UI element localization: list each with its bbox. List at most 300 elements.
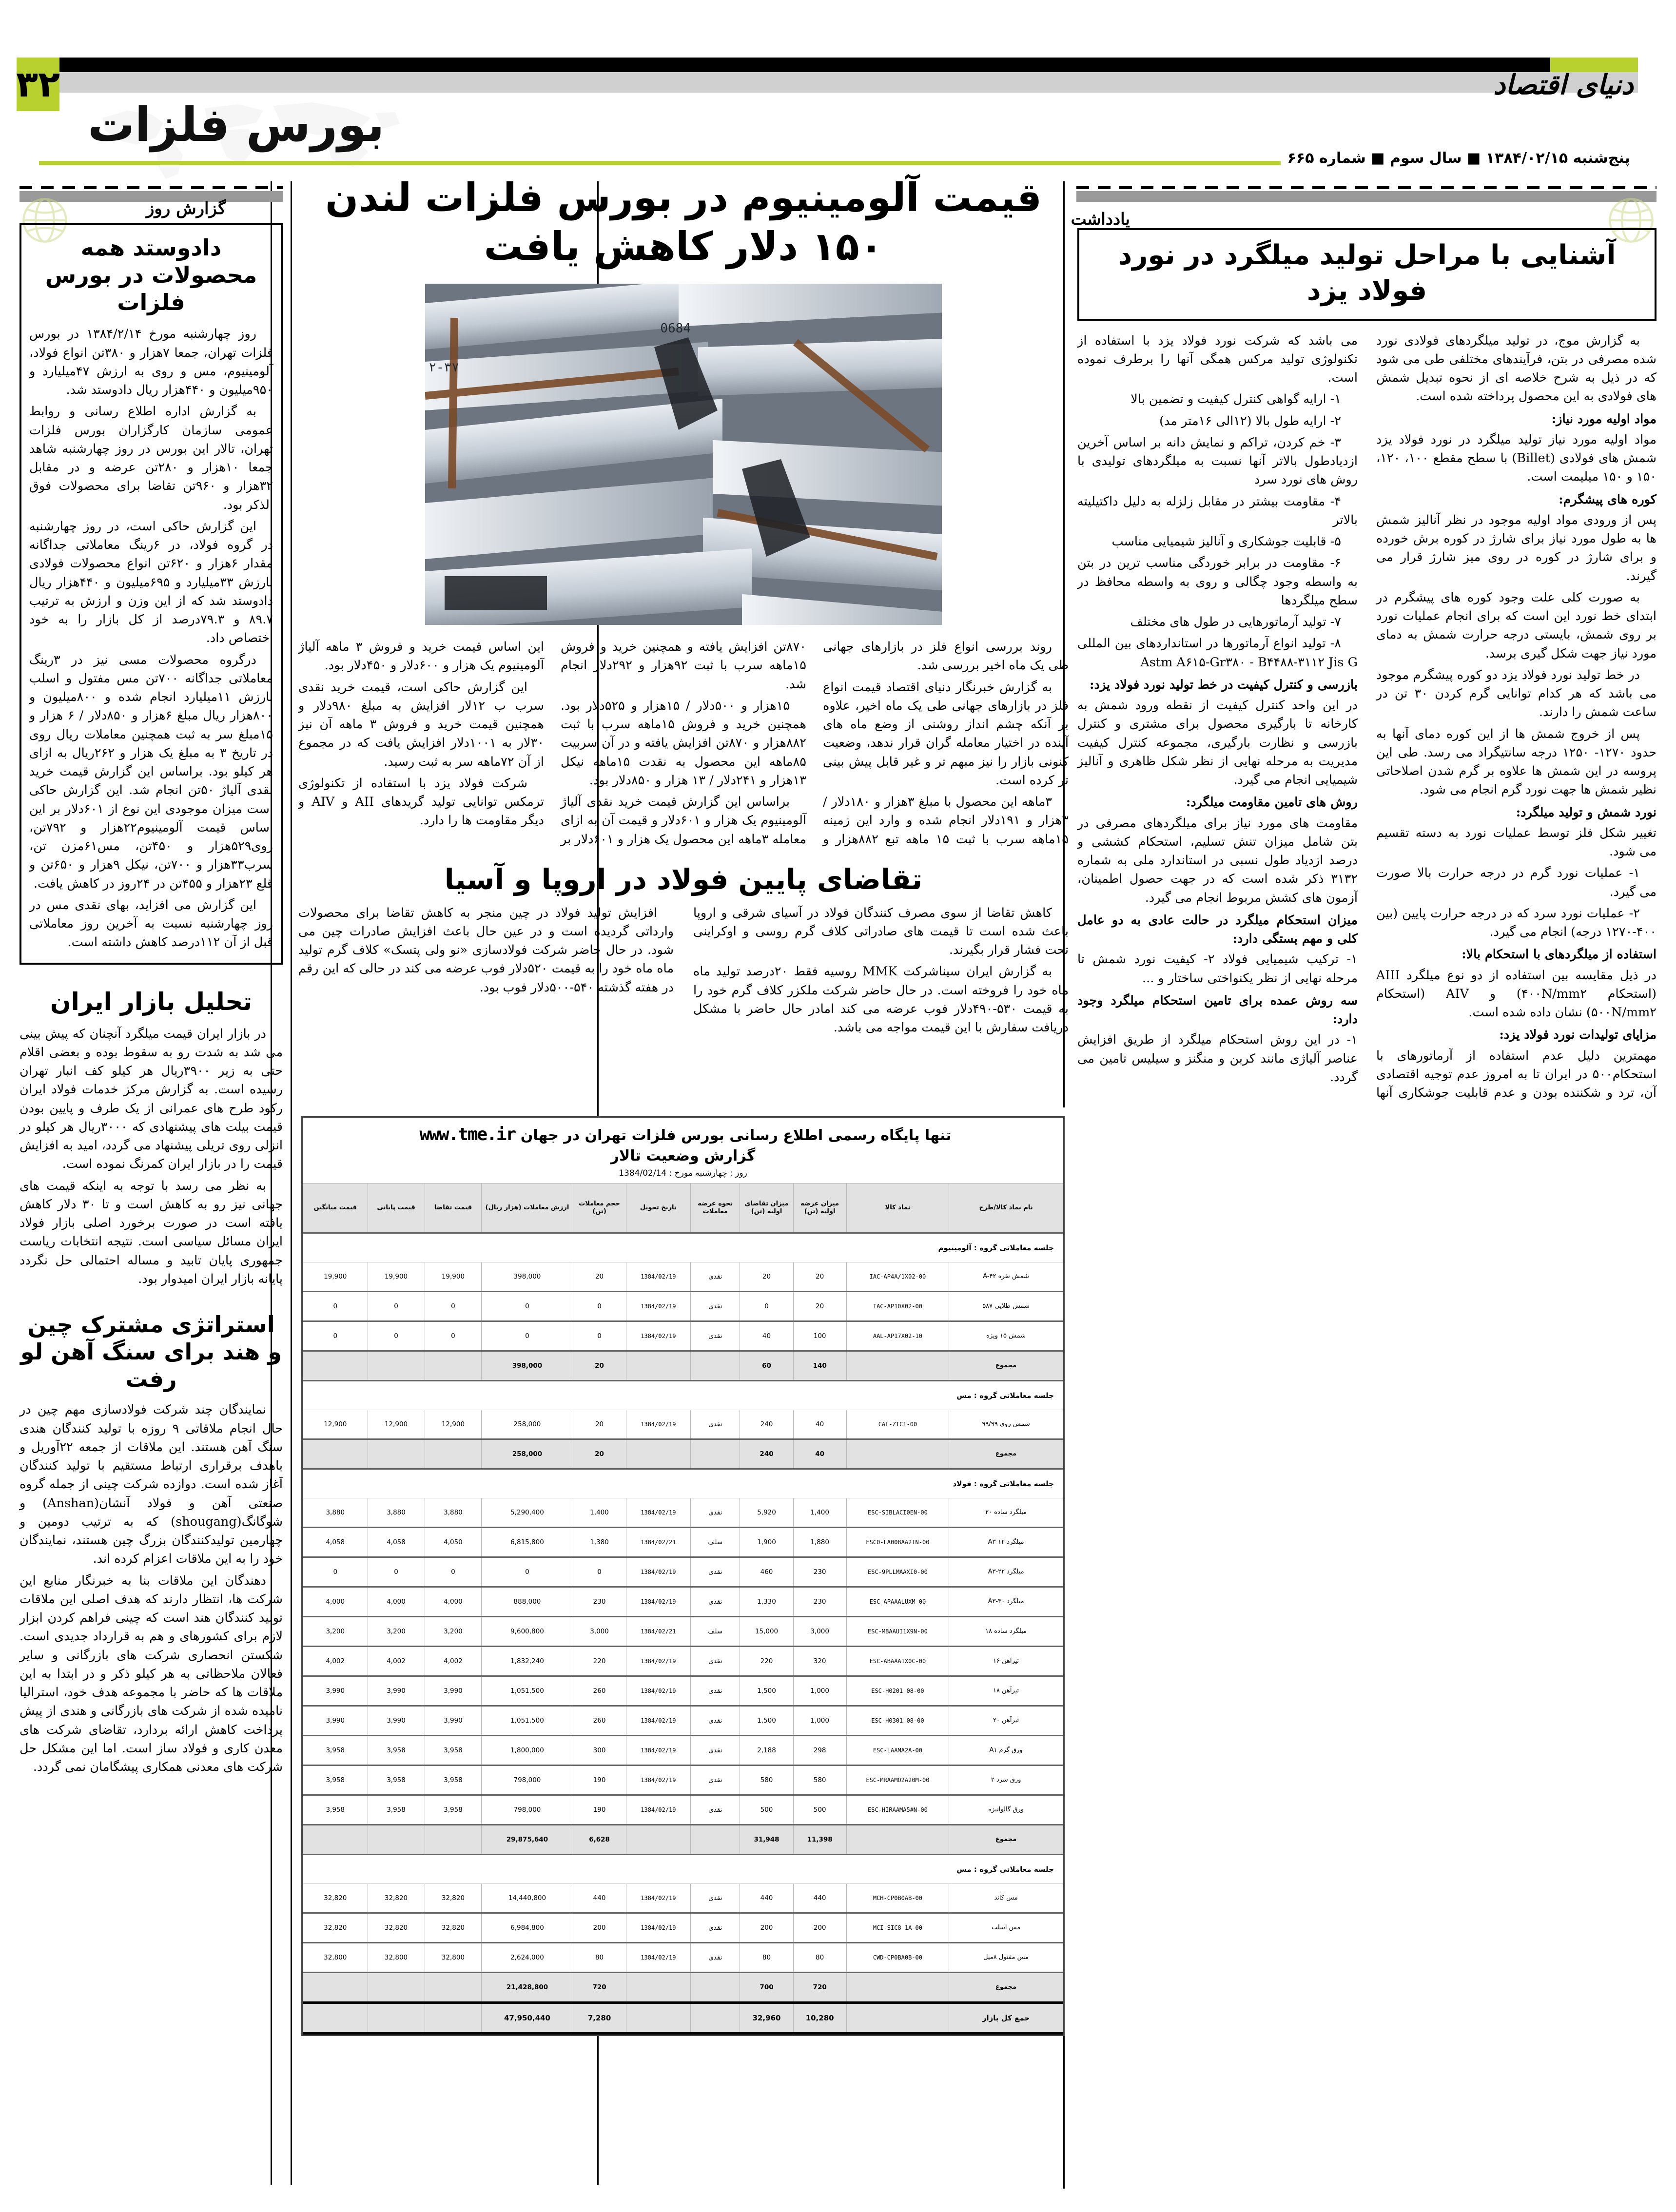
cell-price-final: 19,900 [368, 1262, 425, 1292]
cell-price-final: 3,880 [368, 1498, 425, 1528]
cell-symbol: ESC0-LA008AA2IN-00 [846, 1528, 949, 1557]
subbody: تغییر شکل فلز توسط عملیات نورد به دسته تقسیم می شود. [1376, 825, 1657, 859]
cell-name: شمش روی ۹۹/۹۹ [949, 1410, 1063, 1439]
cell-price-req: 3,880 [425, 1498, 482, 1528]
cell-offer: 1,000 [793, 1676, 846, 1706]
summary-p1 [425, 1825, 482, 1855]
subsection [1077, 676, 1358, 790]
cell-offer: 1,000 [793, 1706, 846, 1736]
summary-p3 [303, 1973, 368, 2003]
exchange-report-table [301, 1116, 1065, 2036]
cell-symbol: IAC-AP4A/1X02-00 [846, 1262, 949, 1292]
cell-date: 1384/02/19 [626, 1676, 691, 1706]
cell-demand: 240 [740, 1410, 793, 1439]
table-row [303, 1676, 1063, 1706]
cell-value: 1,832,240 [482, 1647, 573, 1676]
cell-price-req: 3,990 [425, 1706, 482, 1736]
cell-volume: 1,400 [573, 1498, 626, 1528]
cell-value: 9,600,800 [482, 1617, 573, 1647]
cell-name: میلگرد ساده ۱۸ [949, 1617, 1063, 1647]
para: پس از خروج شمش ها از این کوره دمای آنها به حدود ۱۲۷۰- ۱۲۵۰ درجه سانتیگراد می رسد. طی این پروسه در این شمش ها علاوه بر گرم شدن اصلاحاتی نظیر شمش ها جهت نورد گرم انجام می شود. [1376, 726, 1657, 797]
cell-price-req: 3,958 [425, 1736, 482, 1766]
sub-article-body [298, 904, 1069, 1037]
cell-price-req: 3,958 [425, 1795, 482, 1825]
left-column [19, 181, 283, 1779]
cell-price-avg: 0 [303, 1557, 368, 1587]
middle-column [298, 174, 1069, 1037]
summary-date [626, 1351, 691, 1381]
cell-price-final: 3,990 [368, 1706, 425, 1736]
subhead: مزایای تولیدات نورد فولاد یزد: [1499, 1028, 1657, 1043]
cell-price-req: 32,800 [425, 1943, 482, 1973]
table-row [303, 1292, 1063, 1321]
cell-price-final: 4,058 [368, 1528, 425, 1557]
summary-demand: 31,948 [740, 1825, 793, 1855]
cell-price-final: 0 [368, 1557, 425, 1587]
th-price-final: قیمت پایانی [368, 1184, 425, 1233]
summary-volume: 6,628 [573, 1825, 626, 1855]
th-price-req: قیمت تقاضا [425, 1184, 482, 1233]
cell-name: شمش طلایی ۵۸۷ [949, 1292, 1063, 1321]
cell-name: ورق گالوانیزه [949, 1795, 1063, 1825]
cell-price-req: 3,990 [425, 1676, 482, 1706]
subbody: در این واحد کنترل کیفیت از نقطه ورود شمش به کارخانه تا بارگیری محصول برای مشتری و کنترل بازرسی و نظارت بارگیری، مجموعه کنترل کیفیت مدیریت به مرحله نهایی از نظر شکل ظاهری و آنالیز شیمیایی انجام می گیرد. [1077, 698, 1358, 788]
table-subtitle: گزارش وضعیت تالار [610, 1147, 756, 1164]
para: به نظر می رسد با توجه به اینکه قیمت های جهانی نیز رو به کاهش است و تا ۳۰ دلار کاهش یافته است در صورت برخورد اصلی بازار فولاد ایران مسائل سیاسی است. نتیجه انتخابات ریاست جمهوری پایان تابید و مساله احتمالی حل نگردد پایانه بازار ایران امیدوار بود. [19, 1178, 283, 1286]
cell-type: نقدی [691, 1884, 740, 1913]
main-article-body [298, 638, 1069, 849]
cell-volume: 200 [573, 1913, 626, 1943]
para: روند بررسی انواع فلز در بازارهای جهانی طی یک ماه اخیر بررسی شد. [823, 640, 1069, 673]
cell-name: شمش ۱۵ ویژه [949, 1321, 1063, 1351]
kicker-gozaresh-rooz: گزارش روز [146, 199, 226, 218]
cell-name: مس کاتد [949, 1884, 1063, 1913]
cell-offer: 200 [793, 1913, 846, 1943]
table-url[interactable]: www.tme.ir [419, 1125, 516, 1145]
para: کاهش تقاضا از سوی مصرف کنندگان فولاد در آسیای شرقی و اروپا باعث شده است تا قیمت های صادراتی کلاف گرم روسی و اوکراینی تحت فشار قرار بگیرند. [693, 905, 1069, 957]
cell-type: نقدی [691, 1706, 740, 1736]
list-item: ۳- خم کردن، تراکم و نمایش دانه بر اساس آخرین ازدیادطول بالاتر آنها نسبت به میلگردهای تولیدی با روش های نورد سرد [1077, 435, 1358, 487]
cell-price-final: 3,958 [368, 1766, 425, 1795]
para: به گزارش موج، در تولید میلگردهای فولادی نورد شده مصرفی در بتن، فرآیندهای مختلفی طی می شود که در ذیل به شرح خلاصه ای از نحوه تبدیل شمش های فولادی به این محصول پرداخته شده است. [1376, 333, 1657, 404]
summary-symbol [846, 1973, 949, 2003]
cell-type: نقدی [691, 1410, 740, 1439]
th-symbol: نماد کالا [846, 1184, 949, 1233]
subbody: مواد اولیه مورد نیاز تولید میلگرد در نورد فولاد یزد شمش های فولادی (Billet) با سطح مقطع ۱۰۰، ۱۲۰، ۱۵۰ و ۱۵۰ میلیمت است. [1376, 432, 1657, 485]
summary-demand: 700 [740, 1973, 793, 2003]
cell-name: شمش نقره A-۴۲ [949, 1262, 1063, 1292]
group-label: جلسه معاملاتی گروه : فولاد [303, 1469, 1063, 1498]
cell-date: 1384/02/19 [626, 1410, 691, 1439]
subsection [1376, 410, 1657, 486]
cell-price-req: 4,000 [425, 1587, 482, 1617]
summary-symbol [846, 1439, 949, 1469]
cell-type: سلف [691, 1617, 740, 1647]
cell-price-avg: 32,800 [303, 1943, 368, 1973]
cell-demand: 440 [740, 1884, 793, 1913]
cell-type: نقدی [691, 1262, 740, 1292]
summary-p1 [425, 1439, 482, 1469]
para: براساس این گزارش قیمت خرید نقدی آلیاژ آلومینیوم یک هزار و ۶۰۱دلار و قیمت آن به ازای معامله ۳ماهه این محصول یک هزار و ۶۰۱دلار بر این اساس قیمت خرید و فروش ۳ ماهه آلیاژ آلومینیوم یک هزار و ۶۰۰دلار و ۴۵۰دلار بود. [298, 640, 806, 847]
cell-price-avg: 3,958 [303, 1795, 368, 1825]
cell-value: 0 [482, 1321, 573, 1351]
subsection [1376, 945, 1657, 1022]
cell-price-req: 0 [425, 1321, 482, 1351]
cell-type: نقدی [691, 1587, 740, 1617]
kicker-yaddasht: یادداشت [1071, 210, 1130, 229]
cell-price-final: 4,002 [368, 1647, 425, 1676]
cell-demand: 1,500 [740, 1676, 793, 1706]
cell-value: 2,624,000 [482, 1943, 573, 1973]
table-row [303, 1884, 1063, 1913]
cell-value: 1,051,500 [482, 1706, 573, 1736]
cell-date: 1384/02/19 [626, 1262, 691, 1292]
cell-offer: 580 [793, 1766, 846, 1795]
subbody: ۱- در این روش استحکام میلگرد از طریق افزایش عناصر آلیاژی مانند کربن و منگنز و سیلیس تامین می گردد. [1077, 1032, 1358, 1085]
cell-date: 1384/02/19 [626, 1736, 691, 1766]
cell-value: 888,000 [482, 1587, 573, 1617]
cell-name: میلگرد A۳-۲۲ [949, 1557, 1063, 1587]
cell-date: 1384/02/21 [626, 1617, 691, 1647]
table-row [303, 1262, 1063, 1292]
black-band [38, 58, 1638, 72]
cell-price-req: 4,050 [425, 1528, 482, 1557]
cell-volume: 230 [573, 1587, 626, 1617]
subhead: نورد شمش و تولید میلگرد: [1516, 805, 1657, 820]
cell-price-final: 3,990 [368, 1676, 425, 1706]
cell-volume: 3,000 [573, 1617, 626, 1647]
issue-info: پنج‌شنبه ۱۳۸۴/۰۲/۱۵ ■ سال سوم ■ شماره ۶۶۵ [1281, 147, 1637, 169]
section-title: بورس فلزات [88, 97, 385, 152]
svg-text:0684: 0684 [660, 321, 691, 336]
cell-value: 798,000 [482, 1795, 573, 1825]
summary-value: 21,428,800 [482, 1973, 573, 2003]
cell-date: 1384/02/19 [626, 1647, 691, 1676]
table-row [303, 1766, 1063, 1795]
yaddasht-body [1077, 331, 1657, 1103]
cell-symbol: ESC-HIRAAMA5#N-00 [846, 1795, 949, 1825]
cell-symbol: MCH-CP0B0AB-00 [846, 1884, 949, 1913]
grey-band [38, 72, 1638, 93]
cell-offer: 500 [793, 1795, 846, 1825]
para: ۱- عملیات نورد گرم در درجه حرارت بالا صورت می گیرد. [1376, 866, 1657, 899]
cell-volume: 0 [573, 1292, 626, 1321]
cell-demand: 1,500 [740, 1706, 793, 1736]
cell-symbol: CWD-CP0BA0B-00 [846, 1943, 949, 1973]
table-group-row [303, 1381, 1063, 1410]
cell-demand: 460 [740, 1557, 793, 1587]
paper-masthead: دنیای اقتصاد [1493, 69, 1634, 101]
cell-volume: 300 [573, 1736, 626, 1766]
summary-type [691, 1439, 740, 1469]
cell-name: مس مفتول ۸میل [949, 1943, 1063, 1973]
para: ۲- عملیات نورد سرد که در درجه حرارت پایین (بین ۴۰۰-۱۲۷۰ درجه) انجام می گیرد. [1376, 906, 1657, 940]
cell-price-avg: 4,058 [303, 1528, 368, 1557]
cell-price-avg: 3,990 [303, 1706, 368, 1736]
cell-symbol: MCI-SIC8 1A-00 [846, 1913, 949, 1943]
summary-p2 [368, 1825, 425, 1855]
cell-demand: 5,920 [740, 1498, 793, 1528]
cell-price-avg: 3,958 [303, 1766, 368, 1795]
article-1-headline: دادوستد همه محصولات در بورس فلزات [45, 234, 257, 316]
summary-p2 [368, 1351, 425, 1381]
table-row [303, 1587, 1063, 1617]
table-row [303, 1736, 1063, 1766]
cell-volume: 0 [573, 1557, 626, 1587]
cell-name: مس اسلب [949, 1913, 1063, 1943]
th-volume: حجم معاملات (تن) [573, 1184, 626, 1233]
table-row [303, 1913, 1063, 1943]
cell-volume: 220 [573, 1647, 626, 1676]
total-date [626, 2003, 691, 2034]
subsection [1376, 490, 1657, 585]
cell-offer: 230 [793, 1587, 846, 1617]
total-p2 [368, 2003, 425, 2034]
cell-price-final: 3,200 [368, 1617, 425, 1647]
cell-offer: 3,000 [793, 1617, 846, 1647]
cell-date: 1384/02/19 [626, 1943, 691, 1973]
article-2-headline: تحلیل بازار ایران [50, 987, 253, 1016]
article-1-body [29, 325, 273, 951]
cell-date: 1384/02/19 [626, 1706, 691, 1736]
para: ۳ماهه این محصول با مبلغ ۳هزار و ۱۸۰دلار / ۳هزار و ۱۹۱دلار انجام شده و وارد این زمینه ۱۵ماهه سرب با ثبت ۱۵ ماهه تبع ۸۸۲هزار و ۸۷۰تن افزایش یافته و همچنین خرید و فروش ۱۵ماهه سرب با ثبت ۹۲هزار و ۲۹۲دلار انجام شد. [561, 640, 1069, 847]
table-group-summary [303, 1973, 1063, 2003]
cell-date: 1384/02/19 [626, 1913, 691, 1943]
summary-p3 [303, 1825, 368, 1855]
subsection [1077, 991, 1358, 1087]
cell-price-req: 32,820 [425, 1913, 482, 1943]
th-price-avg: قیمت میانگین [303, 1184, 368, 1233]
right-column [1077, 174, 1657, 1102]
article-2-body [19, 1025, 283, 1289]
total-demand: 32,960 [740, 2003, 793, 2034]
summary-offer: 11,398 [793, 1825, 846, 1855]
para: به صورت کلی علت وجود کوره های پیشگرم در ابتدای خط نورد این است که برای انجام عملیات نورد بر روی شمش، بایستی درجه حرارت شمش به دمای مورد نیاز جهت شکل گیری برسد. [1376, 590, 1657, 661]
table-header-row [303, 1184, 1063, 1233]
list-item: ۲- ارایه طول بالا (۱۲الی ۱۶متر مد) [1159, 413, 1341, 428]
cell-price-avg: 0 [303, 1321, 368, 1351]
subbody: پس از ورودی مواد اولیه موجود در نظر آنالیز شمش ها به طول مورد نیاز برای شارژ در کوره برش خورده و برای شارژ در کوره در روی میز شارژ قرار می گیرند. [1376, 512, 1657, 583]
table-grand-total [303, 2003, 1063, 2034]
table-group-summary [303, 1825, 1063, 1855]
cell-symbol: ESC-LAAMA2A-00 [846, 1736, 949, 1766]
cell-type: نقدی [691, 1676, 740, 1706]
summary-type [691, 1973, 740, 2003]
table-row [303, 1528, 1063, 1557]
cell-value: 0 [482, 1557, 573, 1587]
cell-offer: 1,400 [793, 1498, 846, 1528]
table-banner-text: تنها پایگاه رسمی اطلاع رسانی بورس فلزات تهران در جهان [520, 1127, 952, 1144]
summary-volume: 20 [573, 1351, 626, 1381]
top-band [0, 58, 1676, 93]
cell-name: تیرآهن ۲۰ [949, 1706, 1063, 1736]
cell-price-req: 32,820 [425, 1884, 482, 1913]
cell-volume: 440 [573, 1884, 626, 1913]
cell-price-final: 0 [368, 1292, 425, 1321]
summary-p3 [303, 1351, 368, 1381]
cell-price-req: 3,200 [425, 1617, 482, 1647]
summary-offer: 140 [793, 1351, 846, 1381]
cell-type: نقدی [691, 1498, 740, 1528]
cell-offer: 20 [793, 1292, 846, 1321]
cell-offer: 1,880 [793, 1528, 846, 1557]
th-offer: میزان عرضه اولیه (تن) [793, 1184, 846, 1233]
cell-demand: 580 [740, 1766, 793, 1795]
cell-type: سلف [691, 1528, 740, 1557]
cell-type: نقدی [691, 1647, 740, 1676]
cell-price-final: 32,820 [368, 1884, 425, 1913]
summary-date [626, 1825, 691, 1855]
cell-price-final: 32,820 [368, 1913, 425, 1943]
cell-name: میلگرد A۳-۱۲ [949, 1528, 1063, 1557]
para: در بازار ایران قیمت میلگرد آنچنان که پیش بینی می شد به شدت رو به سقوط بوده و بعضی اقلام حتی به زیر ۳۹۰۰ریال هر کیلو کف انبار تهران رسیده است. به گزارش مرکز خدمات فولاد ایران رکود طرح های عمرانی از یک طرف و پایین بودن قیمت بیلت های پیشنهادی که ۳۰۰۰ریال هر کیلو در انزلی روی تریلی پیشنهاد می گردد، امید به افزایش قیمت را در بازار ایران کمرنگ نموده است. [19, 1026, 283, 1172]
cell-date: 1384/02/19 [626, 1292, 691, 1321]
summary-p2 [368, 1973, 425, 2003]
cell-price-req: 0 [425, 1557, 482, 1587]
cell-symbol: AAL-AP17X02-10 [846, 1321, 949, 1351]
cell-demand: 220 [740, 1647, 793, 1676]
cell-price-req: 19,900 [425, 1262, 482, 1292]
table-group-row [303, 1469, 1063, 1498]
yaddasht-headline: آشنایی با مراحل تولید میلگرد در نورد فولاد یزد [1118, 239, 1616, 307]
cell-value: 1,051,500 [482, 1676, 573, 1706]
summary-label: مجموع [949, 1973, 1063, 2003]
para: دهندگان این ملاقات بنا به خبرنگار منابع این شرکت ها، انتظار دارند که هدف اصلی این ملاقات تولید کنندگان هند است که چینی فراهم کردن ابزار لازم برای کشورهای و هم به قرارداد جدیدی است. شکستن انحصاری شرکت های بازرگانی و سایر فعالان ملاحظاتی به هر کیلو ذکر و در ابتدا به این ملاقات ها که حاضر با مجموعه هدف خود، استرالیا نامیده شده از شرکت های بازرگانی و هندی از پیش پرداخت کاهش ارائه بردارد، تقاضای شرکت های معدن کاری و فولاد ساز است. اما این مشکل حل شرکت های معدنی همکاری پیشگامان نمی گردد. [19, 1573, 283, 1775]
th-value: ارزش معاملات (هزار ریال) [482, 1184, 573, 1233]
cell-name: میلگرد ساده ۲۰ [949, 1498, 1063, 1528]
cell-price-final: 0 [368, 1321, 425, 1351]
table-group-row [303, 1233, 1063, 1262]
list-item: ۴- مقاومت بیشتر در مقابل زلزله به دلیل داکتیلیته بالاتر [1077, 494, 1358, 527]
para: شرکت فولاد یزد با استفاده از تکنولوژی ترمکس توانایی تولید گریدهای AII و AIV و دیگر مقاومت ها را دارد. [298, 776, 545, 828]
para: این گزارش حاکی است، قیمت خرید نقدی سرب ب ۱۲لار افزایش به مبلغ ۹۸۰دلار و همچنین قیمت خرید و فروش ۳ ماهه آن نیز ۳۰لار به ۱۰۰۱دلار افزایش یافت که در مجموع از آن ۷۲ماهه سر به ثبت رسید. [298, 679, 544, 769]
summary-date [626, 1973, 691, 2003]
cell-value: 14,440,800 [482, 1884, 573, 1913]
cell-offer: 40 [793, 1410, 846, 1439]
cell-demand: 2,188 [740, 1736, 793, 1766]
total-offer: 10,280 [793, 2003, 846, 2034]
cell-type: نقدی [691, 1557, 740, 1587]
cell-value: 6,984,800 [482, 1913, 573, 1943]
para: روز چهارشنبه مورخ ۱۳۸۴/۲/۱۴ در بورس فلزات تهران، جمعا ۷هزار و ۳۸۰تن انواع فولاد، آلومینیوم، مس و روی به ارزش ۴۷میلیارد و ۹۵۰میلیون و ۴۴۰هزار ریال دادوستد شد. [29, 327, 273, 398]
cell-demand: 40 [740, 1321, 793, 1351]
cell-price-avg: 3,990 [303, 1676, 368, 1706]
cell-value: 258,000 [482, 1410, 573, 1439]
table-banner [303, 1118, 1063, 1146]
list-item: ۱- ارایه گواهی کنترل کیفیت و تضمین بالا [1130, 392, 1341, 407]
market-table [303, 1183, 1063, 2035]
cell-volume: 190 [573, 1766, 626, 1795]
cell-price-final: 3,958 [368, 1795, 425, 1825]
para: نمایندگان چند شرکت فولادسازی مهم چین در حال انجام ملاقاتی ۹ روزه با تولید کنندگان هندی سنگ آهن هستند. این ملاقات از جمعه ۲۲آوریل و باهدف برقراری ارتباط مستقیم با تولید کنندگان آغاز شده است. دوازده شرکت چینی از جمله گروه صنعتی آهن و فولاد آنشان(Anshan) و شوگانگ(shougang) که به ترتیب دومین و چهارمین تولیدکنندگان بزرگ چین هستند، نمایندگان خود را به این ملاقات اعزام کرده اند. [19, 1402, 283, 1567]
total-p3 [303, 2003, 368, 2034]
subhead: کوره های پیشگرم: [1559, 492, 1657, 507]
table-row [303, 1795, 1063, 1825]
article-card-1 [19, 223, 283, 965]
group-label: جلسه معاملاتی گروه : آلومینیوم [303, 1233, 1063, 1262]
yaddasht-card [1077, 228, 1657, 321]
cell-price-avg: 3,958 [303, 1736, 368, 1766]
table-group-summary [303, 1439, 1063, 1469]
table-group-row [303, 1855, 1063, 1884]
table-row [303, 1943, 1063, 1973]
cell-price-avg: 32,820 [303, 1884, 368, 1913]
summary-label: مجموع [949, 1439, 1063, 1469]
cell-date: 1384/02/19 [626, 1557, 691, 1587]
summary-p3 [303, 1439, 368, 1469]
summary-p1 [425, 1351, 482, 1381]
summary-value: 29,875,640 [482, 1825, 573, 1855]
cell-volume: 0 [573, 1321, 626, 1351]
para: به گزارش اداره اطلاع رسانی و روابط عمومی سازمان کارگزاران بورس فلزات تهران، تالار این بورس در روز چهارشنبه شاهد جمعا ۱۰هزار و ۲۸۰تن عرضه و در مقابل ۳۲هزار و ۹۶۰تن تقاضا برای محصولات فوق الذکر بود. [29, 404, 273, 512]
para: در خط تولید نورد فولاد یزد دو کوره پیشگرم موجود می باشد که هر کدام توانایی گرم کردن ۳۰ تن در ساعت شمش را دارند. [1376, 667, 1657, 720]
cell-date: 1384/02/19 [626, 1884, 691, 1913]
total-volume: 7,280 [573, 2003, 626, 2034]
para: به گزارش خبرنگار دنیای اقتصاد قیمت انواع فلز در بازارهای جهانی طی یک ماه اخیر، علاوه بر آنکه چشم انداز روشنی از وضع ماه های آینده در اختیار معامله گران قرار ندهد، وضعیت کنونی بازار را نیز مبهم تر و غیر قابل پیش بینی تر کرده است. [823, 679, 1069, 788]
subhead: میزان استحکام میلگرد در حالت عادی به دو عامل کلی و مهم بستگی دارد: [1077, 912, 1358, 947]
subhead: سه روش عمده برای تامین استحکام میلگرد وجود دارد: [1077, 993, 1358, 1027]
total-p1 [425, 2003, 482, 2034]
cell-price-req: 0 [425, 1292, 482, 1321]
cell-offer: 20 [793, 1262, 846, 1292]
summary-symbol [846, 1825, 949, 1855]
summary-date [626, 1439, 691, 1469]
cell-symbol: ESC-9PLLMAAXI0-00 [846, 1557, 949, 1587]
table-row [303, 1647, 1063, 1676]
para: ۱۵هزار و ۵۰۰دلار / ۱۵هزار و ۵۲۵دلار بود. همچنین خرید و فروش ۱۵ماهه سرب با ثبت ۸۸۲هزار و ۸۷۰تن افزایش یافته و در آن سربیت ۸۵ماهه این محصول به نقدت ۱۵ماهه نیکل ۱۳هزار و ۲۴۱دلار / ۱۳ هزار و ۸۵۰دلار بود. [561, 698, 807, 788]
cell-offer: 440 [793, 1884, 846, 1913]
subsection [1376, 803, 1657, 861]
cell-offer: 230 [793, 1557, 846, 1587]
cell-name: ورق سرد ۲ [949, 1766, 1063, 1795]
cell-offer: 298 [793, 1736, 846, 1766]
cell-offer: 80 [793, 1943, 846, 1973]
cell-type: نقدی [691, 1736, 740, 1766]
summary-label: مجموع [949, 1825, 1063, 1855]
summary-p2 [368, 1439, 425, 1469]
cell-price-req: 4,002 [425, 1647, 482, 1676]
aluminium-ingots-photo [425, 284, 942, 625]
summary-type [691, 1351, 740, 1381]
cell-price-avg: 4,000 [303, 1587, 368, 1617]
cell-offer: 320 [793, 1647, 846, 1676]
cell-price-avg: 19,900 [303, 1262, 368, 1292]
page-number: ۳۲ [17, 58, 59, 111]
article-3-body [19, 1400, 283, 1776]
cell-price-final: 3,958 [368, 1736, 425, 1766]
cell-value: 5,290,400 [482, 1498, 573, 1528]
total-label: جمع کل بازار [949, 2003, 1063, 2034]
cell-value: 1,800,000 [482, 1736, 573, 1766]
cell-price-avg: 0 [303, 1292, 368, 1321]
cell-symbol: ESC-H0301 08-00 [846, 1706, 949, 1736]
th-date: تاریخ تحویل [626, 1184, 691, 1233]
cell-value: 0 [482, 1292, 573, 1321]
cell-name: ورق گرم A۱ [949, 1736, 1063, 1766]
cell-symbol: ESC-ABAAA1X0C-00 [846, 1647, 949, 1676]
cell-symbol: ESC-MRAAMO2A20M-00 [846, 1766, 949, 1795]
table-group-summary [303, 1351, 1063, 1381]
group-label: جلسه معاملاتی گروه : مس [303, 1381, 1063, 1410]
summary-demand: 60 [740, 1351, 793, 1381]
summary-symbol [846, 1351, 949, 1381]
list-item: ۷- تولید آرماتورهایی در طول های مختلف [1130, 615, 1341, 630]
cell-demand: 1,900 [740, 1528, 793, 1557]
th-name: نام نماد کالا/طرح [949, 1184, 1063, 1233]
th-demand: میزان تقاضای اولیه (تن) [740, 1184, 793, 1233]
para: به گزارش ایران سیناشرکت MMK روسیه فقط ۲۰درصد تولید ماه ماه خود را فروخته است. در حال حاضر شرکت ملکزر کلاف گرم خود را به قیمت ۵۳۰-۴۹۰دلار فوب عرضه می کند امادر حال حاضر با مشکل دریافت سفارش با این قیمت مواجه می باشد. [693, 964, 1069, 1035]
cell-date: 1384/02/21 [626, 1528, 691, 1557]
